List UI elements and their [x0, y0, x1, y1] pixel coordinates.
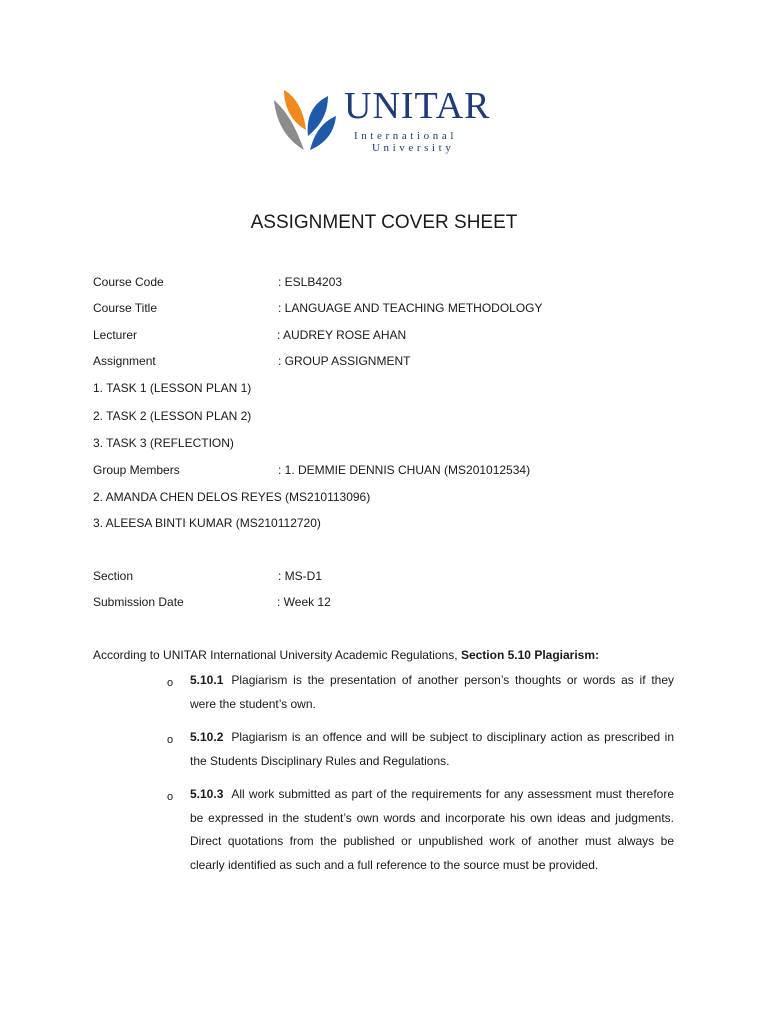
regulation-item	[190, 726, 674, 773]
regulation-item-text: All work submitted as part of the requirements for any assessment must therefore be expressed in the student’s own words and incorporate his own ideas and judgments. Direct quotations from the published or unpublished work of another must always be clearly identified as such and a full reference to the source must be provided.	[190, 787, 674, 872]
bullet-icon: o	[167, 734, 174, 746]
field-group-members	[93, 462, 531, 478]
field-value: : ESLB4203	[278, 275, 343, 289]
task-line: 2. TASK 2 (LESSON PLAN 2)	[93, 409, 252, 423]
field-value: : AUDREY ROSE AHAN	[277, 328, 407, 342]
task-line: 3. TASK 3 (REFLECTION)	[93, 436, 234, 450]
field-value: : Week 12	[277, 595, 331, 609]
field-label: Course Title	[93, 301, 158, 315]
university-logo	[270, 86, 500, 158]
regulation-item	[190, 783, 674, 877]
field-label: Lecturer	[93, 328, 138, 342]
regulation-item	[190, 669, 674, 716]
group-member-line: 3. ALEESA BINTI KUMAR (MS210112720)	[93, 516, 321, 530]
field-label: Assignment	[93, 354, 156, 368]
field-label: Group Members	[93, 463, 180, 477]
logo-line-1: International	[354, 130, 457, 142]
bullet-icon: o	[167, 677, 174, 689]
field-label: Course Code	[93, 275, 164, 289]
group-member-line: 2. AMANDA CHEN DELOS REYES (MS210113096)	[93, 490, 371, 504]
field-submission-date	[93, 594, 331, 610]
field-value: : MS-D1	[278, 569, 323, 583]
leaf-emblem-icon	[270, 86, 342, 158]
logo-wordmark: UNITAR	[344, 85, 491, 127]
task-line: 1. TASK 1 (LESSON PLAN 1)	[93, 381, 252, 395]
field-label: Submission Date	[93, 595, 184, 609]
field-course-code	[93, 274, 343, 290]
regulation-item-number: 5.10.2	[190, 730, 224, 744]
page-title: ASSIGNMENT COVER SHEET	[250, 212, 518, 233]
regulation-item-number: 5.10.1	[190, 673, 224, 687]
regulation-intro-text: According to UNITAR International University Academic Regulations,	[93, 648, 461, 662]
field-value: : GROUP ASSIGNMENT	[278, 354, 411, 368]
logo-line-2: University	[372, 142, 455, 154]
bullet-icon: o	[167, 791, 174, 803]
field-value: : 1. DEMMIE DENNIS CHUAN (MS201012534)	[278, 463, 531, 477]
field-label: Section	[93, 569, 134, 583]
field-assignment	[93, 353, 411, 369]
field-value: : LANGUAGE AND TEACHING METHODOLOGY	[278, 301, 543, 315]
field-course-title	[93, 300, 543, 316]
regulation-intro	[93, 647, 599, 663]
regulation-item-text: Plagiarism is the presentation of another person’s thoughts or words as if they were the student’s own.	[190, 673, 674, 711]
regulation-section-heading: Section 5.10 Plagiarism:	[460, 648, 600, 662]
field-lecturer	[93, 327, 407, 343]
field-section	[93, 568, 323, 584]
regulation-item-number: 5.10.3	[190, 787, 224, 801]
regulation-item-text: Plagiarism is an offence and will be subject to disciplinary action as prescribed in the Students Disciplinary Rules and Regulations.	[190, 730, 674, 768]
